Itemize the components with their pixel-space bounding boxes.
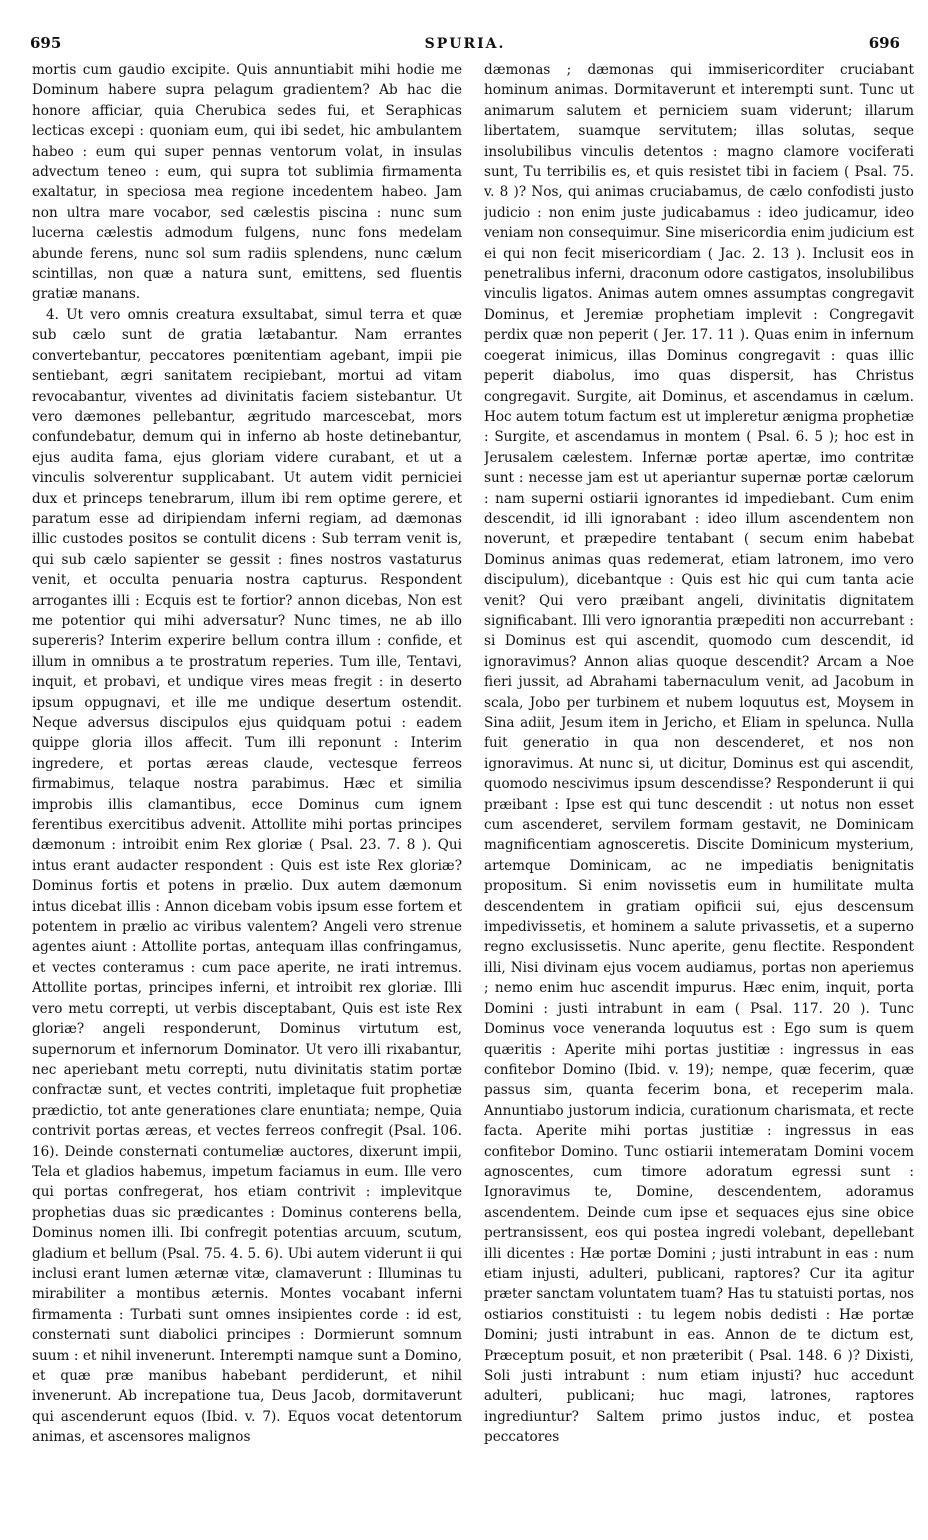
paragraph: dæmonas ; dæmonas qui immisericorditer cruciabant hominum animas. Dormitaverunt et interempti sunt. Tunc ut animarum salutem et perniciem suam viderunt; illarum libertatem, suamque servitutem; illas solutas, seque insolubilibus vinculis detentos : magno clamore vociferati sunt, Tu terribilis es, et quis resistet tibi in faciem ( Psal. 75. v. 8 )? Nos, qui animas cruciabamus, de cælo confodisti justo judicio : non enim juste judicabamus : ideo judicamur, ideo veniam non consequimur. Sine misericordia enim judicium est ei qui non fecit misericordiam ( Jac. 2. 13 ). Inclusit eos in penetralibus inferni, draconum odore castigatos, insolubilibus vinculis ligatos. Animas autem omnes assumptas congregavit Dominus, et Jeremiæ prophetiam implevit : Congregavit perdix quæ non peperit ( Jer. 17. 11 ). Quas enim in infernum coegerat inimicus, illas Dominus congregavit : quas illic peperit diabolus, imo quas dispersit, has Christus congregavit. Surgite, ait Dominus, et ascendamus in cælum. Hoc autem totum factum est ut impleretur ænigma prophetiæ : Surgite, et ascendamus in montem ( Psal. 6. 5 ); hoc est in Jerusalem cælestem. Infernæ portæ apertæ, imo contritæ sunt : necesse jam est ut aperiantur supernæ portæ cælorum : nam superni ostiarii ignorantes id impediebant. Cum enim descendit, id illi ignorabant : ideo illum ascendentem non noverunt, et præpedire tentabant ( secum enim habebat Dominus animas quas redemerat, etiam latronem, imo vero discipulum), dicebantque : Quis est hic qui cum tanta acie venit? Qui vero præibant angeli, divinitatis dignitatem significabant. Illi vero ignorantia præpediti non accurrebant : si Dominus est qui ascendit, quomodo cum descendit, id ignoravimus? Annon alias quoque descendit? Arcam a Noe fieri jussit, ad Abrahami tabernaculum venit, ad Jacobum in scala, Jobo per turbinem et nubem loquutus est, Moysem in Sina adiit, Jesum item in Jericho, et Eliam in spelunca. Nulla fuit generatio in qua non descenderet, et nos non ignoravimus. At nunc si, ut dicitur, Dominus est qui ascendit, quomodo nescivimus ipsum descendisse? Responderunt ii qui præibant : Ipse est qui tunc descendit : ut notus non esset cum ascenderet, servilem formam gestavit, ne Dominicam magnificentiam agnosceretis. Discite Dominicum mysterium, artemque Dominicam, ac ne impediatis benignitatis propositum. Si enim novissetis eum in humilitate multa descendentem in gratiam opificii sui, ejus descensum impedivissetis, et hominem a salute privassetis, et a superno regno exclusissetis. Nunc aperite, genu flectite. Respondent illi, Nisi divinam ejus vocem audiamus, portas non aperiemus ; nemo enim huc ascendit impurus. Hæc enim, inquit, porta Domini : justi intrabunt in eam ( Psal. 117. 20 ). Tunc Dominus voce veneranda loquutus est : Ego sum is quem quæritis : Aperite mihi portas justitiæ : ingressus in eas confitebor Domino (Ibid. v. 19); nempe, quæ fecerim, quæ passus sim, quanta fecerim bona, et receperim mala. Annuntiabo justorum indicia, curationum charismata, et recte facta. Aperite mihi portas justitiæ : ingressus in eas confitebor Domino. Tunc ostiarii intemeratam Domini vocem agnoscentes, cum timore adoratum egressi sunt : Ignoravimus te, Domine, descendentem, adoramus ascendentem. Deinde cum ipse et sequaces ejus sine obice pertransissent, eos qui postea ingredi volebant, depellebant illi dicentes : Hæ portæ Domini ; justi intrabunt in eas : num etiam injusti, adulteri, publicani, raptores? Cur ita agitur præter sanctam voluntatem tuam? Has tu statuisti portas, nos ostiarios constituisti : tu legem nobis dedisti : Hæ portæ Domini; justi intrabunt in eas. Annon de te dictum est, Præceptum posuit, et non præteribit ( Psal. 148. 6 )? Dixisti, Soli justi intrabunt : num etiam injusti? huc accedunt adulteri, publicani; huc magi, latrones, raptores ingrediuntur? Saltem primo justos induc, et postea peccatores xyxy=(484,62,914,1446)
page-header xyxy=(30,34,900,56)
text-column-left xyxy=(32,60,462,1535)
paragraph: mortis cum gaudio excipite. Quis annuntiabit mihi hodie me Dominum habere supra pelagum gradientem? Ab hac die honore afficiar, quia Cherubica sedes fui, et Seraphicas lecticas excepi : quoniam eum, qui ibi sedet, hic ambulantem habeo : eum qui super pennas ventorum volat, in insulas advectum teneo : eum, qui supra tot sublimia firmamenta exaltatur, in speciosa mea regione incedentem habeo. Jam non ultra mare vocabor, sed cælestis piscina : nunc sum lucerna cælestis admodum fulgens, nunc fons medelam abunde ferens, nunc sol sum radiis splendens, nunc cælum scintillas, non quæ a natura sunt, emittens, sed fluentis gratiæ manans. xyxy=(32,62,462,303)
paragraph: 4. Ut vero omnis creatura exsultabat, simul terra et quæ sub cælo sunt de gratia lætabantur. Nam errantes convertebantur, peccatores pœnitentiam agebant, impii pie sentiebant, ægri sanitatem recipiebant, mortui ad vitam revocabantur, viventes ad divinitatis faciem sistebantur. Ut vero dæmones pellebantur, ægritudo marcescebat, mors confundebatur, demum qui in inferno ab hoste detinebantur, ejus audita fama, ejus gloriam videre curabant, et ut a vinculis solverentur supplicabant. Ut autem vidit perniciei dux et princeps tenebrarum, illum ibi rem optime gerere, et paratum esse ad diripiendam inferni regiam, ad dæmonas illic custodes positos se contulit dicens : Sub terram venit is, qui sub cælo sapienter se gessit : fines nostros vastaturus venit, et occulta penuaria nostra capturus. Respondent arrogantes illi : Ecquis est te fortior? annon dicebas, Non est me potentior qui mihi adversatur? Nunc times, ne ab illo supereris? Interim experire bellum contra illum : confide, et illum in omnibus a te prostratum reperies. Tum ille, Tentavi, inquit, et probavi, et undique vires meas fregit : in deserto ipsum oppugnavi, et ille me undique desertum ostendit. Neque adversus discipulos ejus quidquam potui : eadem quippe gloria illos affecit. Tum illi reponunt : Interim ingredere, et portas æreas claude, vectesque ferreos firmabimus, telaque nostra parabimus. Hæc et similia improbis illis clamantibus, ecce Dominus cum ignem ferentibus exercitibus advenit. Attollite mihi portas principes dæmonum : introibit enim Rex gloriæ ( Psal. 23. 7. 8 ). Qui intus erant audacter respondent : Quis est iste Rex gloriæ? Dominus fortis et potens in prælio. Dux autem dæmonum intus dicebat illis : Annon dicebam vobis ipsum esse fortem et potentem in prælio ac viribus valentem? Angeli vero strenue agentes aiunt : Attollite portas, antequam illas confringamus, et vectes conteramus : cum pace aperite, ne irati intremus. Attollite portas, principes inferni, et introibit rex gloriæ. Illi vero metu correpti, ut verbis disceptabant, Quis est iste Rex gloriæ? angeli responderunt, Dominus virtutum est, supernorum et infernorum Dominator. Ut vero illi rixabantur, nec aperiebant metu correpti, nutu divinitatis statim portæ confractæ sunt, et vectes contriti, impletaque fuit prophetiæ prædictio, tot ante generationes clare enuntiata; nempe, Quia contrivit portas æreas, et vectes ferreos confregit (Psal. 106. 16). Deinde consternati contumeliæ auctores, dixerunt impii, Tela et gladios habemus, impetum faciamus in eum. Ille vero qui portas confregerat, hos etiam contrivit : implevitque prophetias duas sic prædicantes : Dominus conterens bella, Dominus nomen illi. Ibi confregit potentias arcuum, scutum, gladium et bellum (Psal. 75. 4. 5. 6). Ubi autem viderunt ii qui inclusi erant lumen æternæ vitæ, clamaverunt : Illuminas tu mirabiliter a montibus æternis. Montes vocabant inferni firmamenta : Turbati sunt omnes insipientes corde : id est, consternati sunt diabolici principes : Dormierunt somnum suum : et nihil invenerunt. Interempti namque sunt a Domino, et quæ præ manibus habebant perdiderunt, et nihil invenerunt. Ab increpatione tua, Deus Jacob, dormitaverunt qui ascenderunt equos (Ibid. v. 7). Equos vocat detentorum animas, et ascensores malignos xyxy=(32,306,462,1446)
page-number-left: 695 xyxy=(30,34,62,52)
page-number-right: 696 xyxy=(868,34,900,52)
running-title: SPURIA. xyxy=(424,36,506,52)
text-column-right xyxy=(484,60,914,1535)
